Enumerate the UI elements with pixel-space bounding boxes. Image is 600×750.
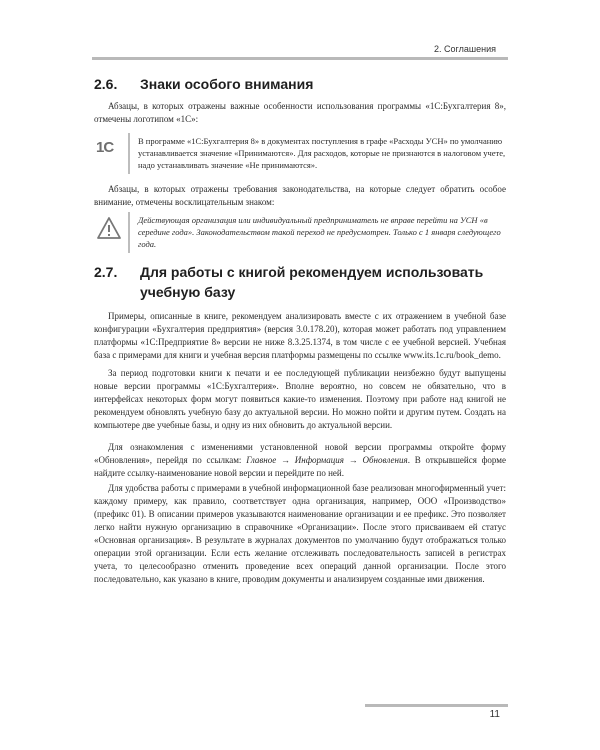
paragraph: Для удобства работы с примерами в учебной информационной базе реализован многофирменный учет: каждому примеру, как правило, соответствует одна организация, например, ООО «Производство» (префикс 01). В описании примеров указываются наименование организации и ее префикс. Это позволяет легко найти нужную организацию в справочнике «Организации». После этого присваиваем ей статус «Основная организация». В результате в журналах документов по умолчанию будут отображаться только операции этой организации. Если есть желание отслеживать последовательность записей в регистрах учета, то целесообразно отменить проведение всех операций данной организации. После этого последовательно, как указано в книге, проводим документы и анализируем созданные ими движения.	[94, 483, 506, 584]
paragraph: Примеры, описанные в книге, рекомендуем анализировать вместе с их отражением в учебной базе конфигурации «Бухгалтерия предприятия» (версия 3.0.178.20), которая может работать под управлением платформы «1С:Предприятие 8» версии не ниже 8.3.25.1374, в том числе с ее учебной версией. Учебная база с примерами для книги и учебная версия платформы размещены по ссылке www.its.1c.ru/book_demo.	[94, 311, 506, 360]
section-number: 2.6.	[94, 76, 118, 92]
logo-1c-text: 1С	[96, 139, 114, 156]
paragraph: Абзацы, в которых отражены требования законодательства, на которые следует обратить особое внимание, отмечены восклицательным знаком:	[94, 184, 506, 207]
section-number: 2.7.	[94, 264, 118, 280]
section-heading-2-6	[94, 76, 313, 92]
paragraph	[94, 441, 506, 480]
header-rule	[92, 57, 508, 60]
paragraph: Абзацы, в которых отражены важные особенности использования программы «1С:Бухгалтерия 8», отмечены логотипом «1С»:	[94, 101, 506, 124]
footer-rule	[365, 704, 508, 707]
paragraph-text: Для ознакомления с изменениями установленной новой версии программы откройте форму «Обновления», перейдя по ссылкам:	[94, 442, 506, 465]
menu-path: Главное → Информация → Обновления	[246, 455, 408, 465]
section-title-line1: Для работы с книгой рекомендуем использовать	[140, 264, 484, 280]
note-1c-text: В программе «1С:Бухгалтерия 8» в документах поступления в графе «Расходы УСН» по умолчанию устанавливается значение «Принимаются». Для расходов, которые не признаются в налоговом учете, надо устанавливать значение «Не принимаются».	[128, 133, 506, 174]
paragraph-text: . В открывшейся форме найдите ссылку-наименование новой версии и перейдите по ней.	[94, 455, 506, 478]
warning-icon	[96, 216, 126, 246]
note-warning	[94, 212, 506, 252]
note-1c	[94, 133, 506, 173]
note-warning-text: Действующая организация или индивидуальный предприниматель не вправе перейти на УСН «в середине года». Законодательством такой переход не предусмотрен. Только с 1 января следующего года.	[128, 212, 506, 253]
section-title-line2: учебную базу	[140, 284, 236, 300]
running-header: 2. Соглашения	[434, 44, 496, 54]
logo-1c-icon	[96, 133, 126, 163]
page-number: 11	[489, 709, 500, 720]
paragraph: За период подготовки книги к печати и ее последующей публикации неизбежно будут выпущены новые версии программы «1С:Бухгалтерия». Вполне вероятно, но совсем не обязательно, что в интерфейсах некоторых форм могут появиться какие-то изменения. Поэтому при работе над книгой не рекомендуем обновлять учебную базу до актуальной версии. Но можно пойти и другим путем. Создать на компьютере две учебные базы, и одну из них обновить до актуальной версии.	[94, 368, 506, 430]
section-title: Знаки особого внимания	[140, 76, 314, 92]
section-heading-2-7	[94, 262, 483, 302]
